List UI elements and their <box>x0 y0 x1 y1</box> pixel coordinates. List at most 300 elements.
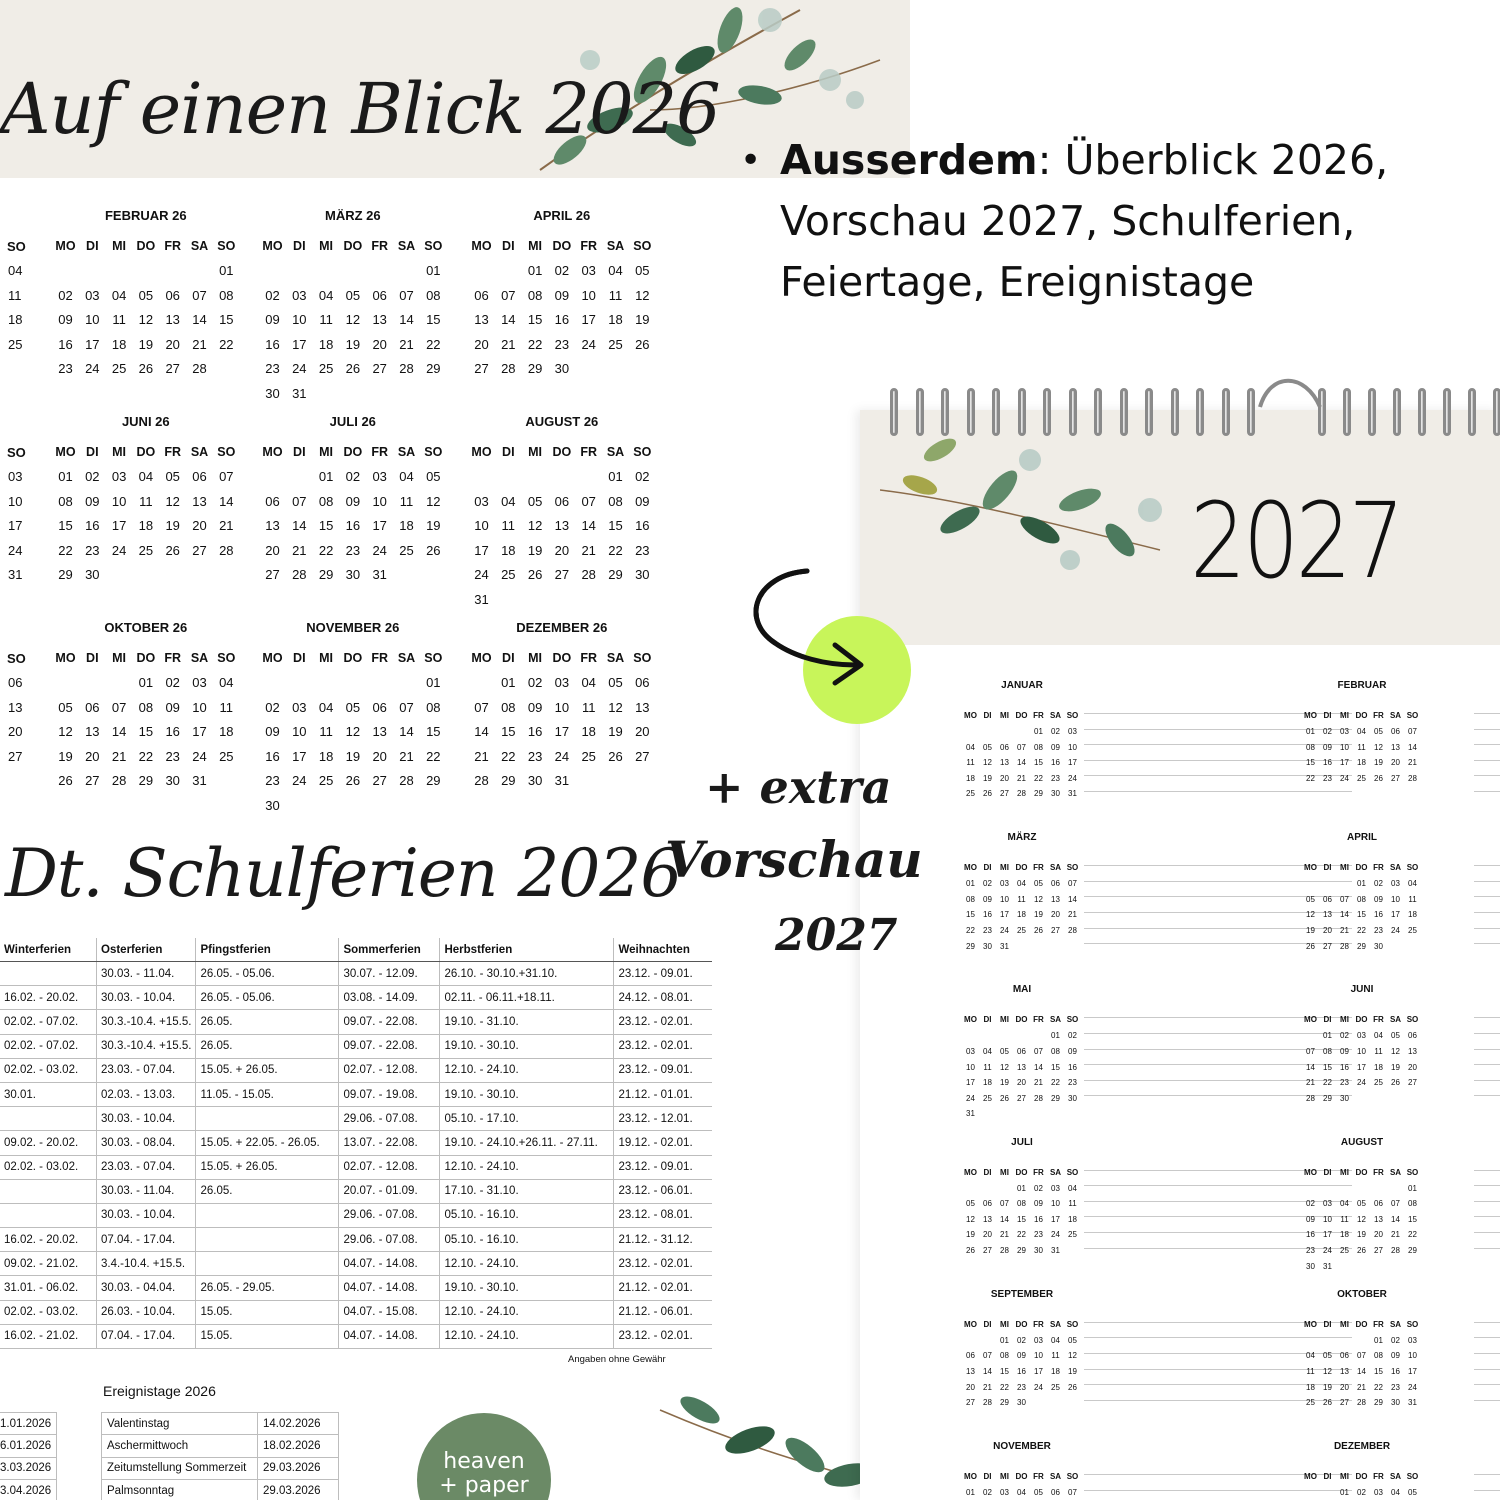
day-cell: 08 <box>608 493 623 509</box>
day-cell: 19 <box>527 542 543 558</box>
day-cell: 01 <box>608 469 623 484</box>
mini-day-cell: 21 <box>1000 1230 1009 1240</box>
mini-day-cell: 14 <box>1017 758 1026 768</box>
mini-day-cell: 31 <box>1051 1246 1060 1255</box>
weekday-header: DO <box>136 651 156 665</box>
day-cell: 10 <box>474 518 489 533</box>
mini-day-cell: 17 <box>1408 1367 1417 1376</box>
note-line <box>1084 1337 1352 1338</box>
mini-day-cell: 06 <box>1391 727 1400 736</box>
day-cell: 14 <box>219 493 234 509</box>
table-cell: 30.03. - 11.04. <box>97 1179 196 1203</box>
mini-day-cell: 07 <box>1068 879 1077 889</box>
day-cell: 06 <box>635 675 650 690</box>
mini-day-cell: 02 <box>1306 1199 1315 1209</box>
note-line <box>1474 1474 1500 1475</box>
mini-day-cell: 05 <box>1408 1488 1417 1497</box>
mini-day-cell: 12 <box>1068 1351 1077 1361</box>
table-row <box>102 1413 339 1435</box>
weekday-header: DO <box>343 445 363 459</box>
mini-day-cell: 21 <box>1068 910 1077 920</box>
weekday-header: MI <box>112 239 127 253</box>
arrow-overlay-icon <box>745 565 875 690</box>
mini-day-cell: 03 <box>1357 1031 1366 1041</box>
mini-day-cell: 12 <box>1323 1367 1332 1376</box>
mini-day-cell: 07 <box>1000 1199 1009 1209</box>
weekday-header: FR <box>164 239 182 253</box>
mini-day-cell: 05 <box>1323 1351 1332 1361</box>
mini-day-cell: 28 <box>1017 789 1026 799</box>
weekday-header: SO <box>633 445 652 459</box>
mini-day-cell: 10 <box>1391 894 1400 904</box>
table-cell: 02.03. - 13.03. <box>97 1082 196 1106</box>
mini-weekday-header: SA <box>1049 863 1062 873</box>
mini-day-cell: 10 <box>1357 1047 1366 1056</box>
partial-so-day: 17 <box>8 518 23 533</box>
mini-weekday-header: DO <box>1355 711 1368 720</box>
mini-weekday-header: DI <box>983 863 992 873</box>
day-cell: 23 <box>265 361 280 376</box>
day-cell: 28 <box>399 773 414 788</box>
mini-day-cell: 02 <box>1051 727 1060 736</box>
mini-day-cell: 27 <box>1391 773 1400 783</box>
table-cell: 19.10. - 31.10. <box>440 1010 614 1034</box>
day-cell: 17 <box>192 724 207 739</box>
mini-day-cell: 30 <box>1051 789 1060 799</box>
partial-so-day: 20 <box>8 724 23 739</box>
mini-day-cell: 11 <box>1017 894 1026 904</box>
mini-day-cell: 26 <box>983 789 992 799</box>
partial-so-day: 03 <box>8 469 23 484</box>
mini-day-cell: 19 <box>1391 1062 1400 1072</box>
mini-day-cell: 02 <box>1323 727 1332 736</box>
mini-weekday-header: SO <box>1406 1472 1419 1481</box>
weekday-header: SA <box>606 651 625 665</box>
mini-day-cell: 22 <box>1051 1078 1060 1088</box>
weekday-header: SO <box>217 445 236 459</box>
table-row <box>0 1058 712 1082</box>
mini-day-cell: 26 <box>1323 1398 1332 1408</box>
mini-day-cell: 29 <box>1051 1093 1060 1103</box>
day-cell: 17 <box>292 336 307 352</box>
table-row <box>0 1082 712 1106</box>
table-cell: 31.01. - 06.02. <box>0 1276 97 1300</box>
mini-day-cell: 01 <box>1017 1183 1026 1193</box>
mini-weekday-header: DO <box>1015 1319 1028 1329</box>
mini-weekday-header: DO <box>1355 1319 1368 1329</box>
mini-day-cell: 02 <box>1374 879 1383 889</box>
table-cell: 02.02. - 03.02. <box>0 1155 97 1179</box>
mini-day-cell: 11 <box>1340 1214 1349 1224</box>
day-cell: 15 <box>608 518 623 533</box>
mini-day-cell: 05 <box>983 742 992 752</box>
day-cell: 27 <box>265 567 280 582</box>
table-cell: 30.03. - 08.04. <box>97 1131 196 1155</box>
day-cell: 02 <box>554 263 570 278</box>
mini-day-cell: 05 <box>1391 1031 1400 1041</box>
day-cell: 25 <box>501 567 516 582</box>
mini-day-cell: 23 <box>1340 1078 1349 1088</box>
weekday-header: MI <box>528 651 543 665</box>
note-line <box>1474 744 1500 745</box>
mini-day-cell: 15 <box>966 910 975 920</box>
spiral-ring <box>916 388 924 436</box>
mini-day-cell: 24 <box>1034 1382 1043 1392</box>
day-cell: 01 <box>58 469 73 484</box>
day-cell: 29 <box>608 567 623 582</box>
mini-weekday-header: FR <box>1373 1472 1384 1481</box>
mini-day-cell: 22 <box>1408 1230 1417 1240</box>
day-cell: 10 <box>581 287 596 303</box>
weekday-header: DO <box>343 239 363 253</box>
day-cell: 23 <box>554 336 570 352</box>
mini-day-cell: 03 <box>1051 1183 1060 1193</box>
event-date-cell: 3.03.2026 <box>0 1457 57 1479</box>
mini-day-cell: 27 <box>1323 941 1332 951</box>
mini-day-cell: 06 <box>1000 742 1009 752</box>
mini-weekday-header: MO <box>964 1167 977 1177</box>
note-line <box>1474 896 1500 897</box>
table-row <box>0 1435 57 1457</box>
day-cell: 22 <box>527 336 543 352</box>
day-cell: 05 <box>527 493 543 509</box>
mini-day-cell: 27 <box>1408 1078 1417 1088</box>
table-cell: 05.10. - 16.10. <box>440 1228 614 1252</box>
event-date-cell: 29.03.2026 <box>258 1479 339 1500</box>
mini-day-cell: 13 <box>1374 1214 1383 1224</box>
table-row <box>0 1228 712 1252</box>
mini-weekday-header: FR <box>1033 1015 1044 1025</box>
table-cell <box>0 962 97 986</box>
day-cell: 18 <box>399 518 414 533</box>
note-line <box>1474 881 1500 882</box>
mini-weekday-header: SA <box>1049 1167 1062 1177</box>
day-cell: 03 <box>192 675 207 690</box>
day-cell: 29 <box>426 773 441 788</box>
day-cell: 19 <box>138 336 154 352</box>
mini-weekday-header: SO <box>1066 1015 1079 1025</box>
day-cell: 18 <box>111 336 127 352</box>
event-date-cell: 1.01.2026 <box>0 1413 57 1435</box>
day-cell: 12 <box>58 724 73 739</box>
mini-weekday-header: FR <box>1373 711 1384 720</box>
mini-day-cell: 16 <box>1051 758 1060 768</box>
day-cell: 12 <box>635 287 650 303</box>
mini-day-cell: 02 <box>1357 1488 1366 1497</box>
day-cell: 06 <box>192 469 207 484</box>
weekday-header: DI <box>293 239 306 253</box>
mini-day-cell: 07 <box>1034 1047 1043 1056</box>
mini-day-cell: 14 <box>1391 1214 1400 1224</box>
weekday-header: SO <box>424 445 443 459</box>
mini-day-cell: 01 <box>1357 879 1366 889</box>
day-cell: 07 <box>501 287 516 303</box>
mini-weekday-header: MI <box>1340 711 1349 720</box>
mini-month-title: MÄRZ <box>1007 832 1037 844</box>
day-cell: 09 <box>554 287 570 303</box>
mini-weekday-header: MI <box>1340 863 1349 873</box>
mini-weekday-header: MI <box>1340 1015 1349 1025</box>
day-cell: 08 <box>527 287 543 303</box>
mini-day-cell: 06 <box>1374 1199 1383 1209</box>
day-cell: 13 <box>85 724 100 739</box>
day-cell: 07 <box>581 493 596 509</box>
day-cell: 16 <box>527 724 543 739</box>
mini-day-cell: 30 <box>1034 1246 1043 1255</box>
day-cell: 09 <box>265 312 280 327</box>
table-cell: 23.12. - 06.01. <box>614 1179 713 1203</box>
table-row <box>102 1457 339 1479</box>
table-cell: 29.06. - 07.08. <box>339 1228 440 1252</box>
day-cell: 03 <box>85 287 100 303</box>
day-cell: 30 <box>554 361 570 376</box>
day-cell: 22 <box>58 542 73 558</box>
note-line <box>1474 1490 1500 1491</box>
day-cell: 14 <box>501 312 516 327</box>
mini-weekday-header: MO <box>1304 1015 1317 1025</box>
day-cell: 09 <box>265 724 280 739</box>
mini-day-cell: 20 <box>1323 926 1332 935</box>
day-cell: 18 <box>318 748 334 764</box>
day-cell: 06 <box>165 287 180 303</box>
mini-day-cell: 27 <box>966 1398 975 1408</box>
mini-day-cell: 13 <box>1391 742 1400 752</box>
mini-day-cell: 08 <box>1357 894 1366 904</box>
table-row <box>0 986 712 1010</box>
mini-day-cell: 10 <box>1068 742 1077 752</box>
table-cell <box>0 1179 97 1203</box>
note-line <box>1084 791 1352 792</box>
brand-logo <box>417 1413 551 1500</box>
day-cell: 22 <box>426 748 441 764</box>
note-line <box>1474 912 1500 913</box>
mini-day-cell: 11 <box>1051 1351 1060 1361</box>
mini-day-cell: 08 <box>1374 1351 1383 1361</box>
mini-weekday-header: SA <box>1389 1167 1402 1177</box>
logo-text-top: heaven <box>443 1449 525 1474</box>
day-cell: 13 <box>192 493 207 509</box>
weekday-header: MO <box>471 239 492 253</box>
mini-day-cell: 07 <box>1017 742 1026 752</box>
day-cell: 01 <box>426 675 441 690</box>
weekday-header: MI <box>112 651 127 665</box>
mini-day-cell: 14 <box>983 1367 992 1376</box>
day-cell: 24 <box>292 773 307 788</box>
year-calendar-2027 <box>860 410 1500 1500</box>
mini-day-cell: 22 <box>1017 1230 1026 1240</box>
event-date-cell: 3.04.2026 <box>0 1479 57 1500</box>
table-cell: 3.4.-10.4. +15.5. <box>97 1252 196 1276</box>
day-cell: 01 <box>527 263 543 278</box>
mini-day-cell: 15 <box>1051 1062 1060 1072</box>
mini-day-cell: 08 <box>1051 1047 1060 1056</box>
mini-day-cell: 11 <box>1068 1199 1077 1209</box>
day-cell: 08 <box>426 699 441 715</box>
mini-day-cell: 15 <box>1357 910 1366 920</box>
mini-weekday-header: MI <box>1340 1319 1349 1329</box>
mini-day-cell: 19 <box>1357 1230 1366 1240</box>
mini-day-cell: 19 <box>1306 926 1315 935</box>
mini-day-cell: 01 <box>1374 1335 1383 1345</box>
day-cell: 06 <box>554 493 570 509</box>
table-row <box>0 1457 57 1479</box>
table-cell: 24.12. - 08.01. <box>614 986 713 1010</box>
mini-day-cell: 26 <box>1034 926 1043 935</box>
day-cell: 13 <box>372 312 387 327</box>
mini-weekday-header: MO <box>964 863 977 873</box>
mini-day-cell: 16 <box>1340 1062 1349 1072</box>
mini-day-cell: 05 <box>1000 1047 1009 1056</box>
weekday-header: MI <box>528 239 543 253</box>
month-title: OKTOBER 26 <box>104 620 188 635</box>
mini-day-cell: 06 <box>983 1199 992 1209</box>
mini-day-cell: 27 <box>983 1246 992 1255</box>
mini-weekday-header: FR <box>1373 863 1384 873</box>
mini-day-cell: 27 <box>1051 926 1060 935</box>
day-cell: 20 <box>372 336 387 352</box>
day-cell: 14 <box>292 518 307 533</box>
day-cell: 06 <box>474 287 489 303</box>
table-row <box>0 1300 712 1324</box>
mini-day-cell: 17 <box>1340 758 1349 768</box>
mini-weekday-header: SA <box>1049 1319 1062 1329</box>
table-cell: 26.05. <box>196 1034 339 1058</box>
mini-day-cell: 08 <box>1323 1047 1332 1056</box>
mini-day-cell: 22 <box>966 926 975 935</box>
mini-day-cell: 22 <box>1306 773 1315 783</box>
day-cell: 25 <box>318 361 334 376</box>
weekday-header: MI <box>319 239 334 253</box>
mini-day-cell: 13 <box>1323 910 1332 920</box>
mini-day-cell: 17 <box>1357 1062 1366 1072</box>
day-cell: 08 <box>138 699 154 715</box>
mini-month-title: OKTOBER <box>1337 1288 1387 1300</box>
day-cell: 15 <box>426 312 441 327</box>
mini-weekday-header: DI <box>1323 863 1332 873</box>
mini-day-cell: 23 <box>983 926 992 935</box>
mini-day-cell: 29 <box>1034 789 1043 799</box>
mini-day-cell: 31 <box>1068 789 1077 799</box>
note-line <box>1084 1033 1352 1034</box>
day-cell: 01 <box>318 469 334 484</box>
day-cell: 26 <box>58 773 73 788</box>
mini-day-cell: 28 <box>1391 1246 1400 1255</box>
day-cell: 23 <box>85 542 100 558</box>
ereignistage-heading: Ereignistage 2026 <box>103 1383 216 1399</box>
mini-day-cell: 03 <box>1340 727 1349 736</box>
day-cell: 08 <box>426 287 441 303</box>
mini-weekday-header: DO <box>1015 863 1028 873</box>
weekday-header: FR <box>371 445 389 459</box>
month-title: JUNI 26 <box>121 414 170 429</box>
mini-day-cell: 13 <box>966 1367 975 1376</box>
mini-day-cell: 24 <box>1323 1246 1332 1255</box>
day-cell: 10 <box>292 312 307 327</box>
table-cell: 30.03. - 04.04. <box>97 1276 196 1300</box>
mini-day-cell: 28 <box>1068 926 1077 935</box>
spiral-ring <box>1443 388 1451 436</box>
day-cell: 07 <box>192 287 207 303</box>
mini-month-title: NOVEMBER <box>993 1441 1051 1452</box>
table-cell: 09.07. - 22.08. <box>339 1034 440 1058</box>
mini-weekday-header: SA <box>1389 711 1402 720</box>
ereignistage-table <box>101 1412 339 1500</box>
table-cell: 04.07. - 15.08. <box>339 1300 440 1324</box>
day-cell: 05 <box>635 263 650 278</box>
weekday-header: DO <box>343 651 363 665</box>
mini-day-cell: 11 <box>983 1062 992 1072</box>
mini-weekday-header: MI <box>1000 1015 1009 1025</box>
weekday-header: SA <box>397 445 416 459</box>
table-cell: 26.05. <box>196 1179 339 1203</box>
note-line <box>1474 1201 1500 1202</box>
note-line <box>1474 1232 1500 1233</box>
weekday-header: DI <box>502 651 515 665</box>
table-cell: 17.10. - 31.10. <box>440 1179 614 1203</box>
day-cell: 27 <box>554 567 570 582</box>
mini-day-cell: 29 <box>966 941 975 951</box>
day-cell: 24 <box>192 748 207 764</box>
mini-day-cell: 07 <box>1068 1488 1077 1497</box>
table-cell: 16.02. - 20.02. <box>0 986 97 1010</box>
day-cell: 31 <box>372 567 387 582</box>
day-cell: 24 <box>474 567 489 582</box>
month-title: NOVEMBER 26 <box>306 620 400 635</box>
day-cell: 08 <box>219 287 234 303</box>
mini-day-cell: 13 <box>1340 1367 1349 1376</box>
mini-day-cell: 13 <box>1408 1047 1417 1056</box>
mini-weekday-header: MO <box>1304 863 1317 873</box>
mini-day-cell: 02 <box>983 879 992 889</box>
table-cell: 26.05. - 05.06. <box>196 962 339 986</box>
day-cell: 14 <box>474 724 489 739</box>
spiral-ring <box>1145 388 1153 436</box>
day-cell: 27 <box>192 542 207 558</box>
mini-day-cell: 09 <box>1017 1351 1026 1361</box>
table-cell: 30.07. - 12.09. <box>339 962 440 986</box>
partial-so-header: SO <box>7 445 26 460</box>
mini-day-cell: 14 <box>1068 894 1077 904</box>
mini-day-cell: 18 <box>1306 1382 1315 1392</box>
table-cell: 30.3.-10.4. +15.5. <box>97 1034 196 1058</box>
day-cell: 02 <box>635 469 650 484</box>
day-cell: 21 <box>501 336 516 352</box>
day-cell: 28 <box>192 361 207 376</box>
mini-day-cell: 10 <box>1034 1351 1043 1361</box>
day-cell: 03 <box>554 675 570 690</box>
note-line <box>1474 1216 1500 1217</box>
mini-day-cell: 03 <box>1068 727 1077 736</box>
day-cell: 30 <box>165 773 180 788</box>
weekday-header: DO <box>552 445 572 459</box>
weekday-header: SA <box>190 651 209 665</box>
mini-day-cell: 03 <box>1323 1199 1332 1209</box>
table-cell: 23.03. - 07.04. <box>97 1058 196 1082</box>
table-cell: 26.10. - 30.10.+31.10. <box>440 962 614 986</box>
mini-weekday-header: FR <box>1373 1015 1384 1025</box>
note-line <box>1474 865 1500 866</box>
year-2027-title: 2027 <box>1190 480 1402 602</box>
mini-weekday-header: MO <box>964 1015 977 1025</box>
day-cell: 18 <box>608 312 623 327</box>
table-cell: 23.12. - 08.01. <box>614 1203 713 1227</box>
table-cell: 16.02. - 20.02. <box>0 1228 97 1252</box>
mini-weekday-header: FR <box>1373 1319 1384 1329</box>
table-cell: 26.05. - 29.05. <box>196 1276 339 1300</box>
mini-day-cell: 12 <box>983 758 992 768</box>
mini-day-cell: 16 <box>1306 1230 1315 1240</box>
mini-day-cell: 25 <box>983 1093 992 1103</box>
